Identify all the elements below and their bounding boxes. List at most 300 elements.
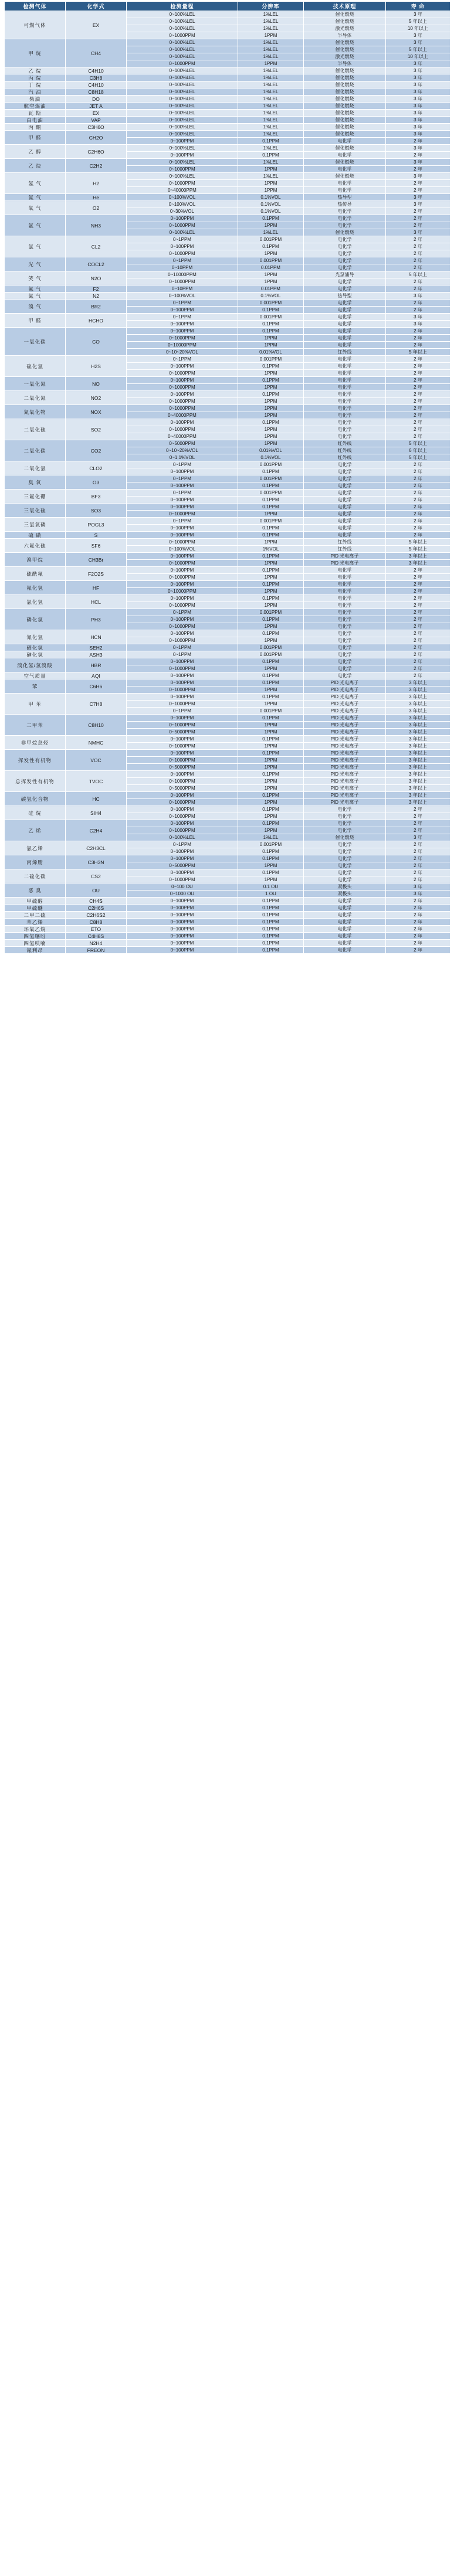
cell-formula: OU (66, 883, 127, 898)
cell-range: 0~100PPM (127, 855, 238, 862)
cell-resolution: 0.1PPM (238, 215, 304, 222)
cell-resolution: 1%LEL (238, 96, 304, 103)
cell-gas-name: 丁 烷 (5, 81, 66, 89)
table-row (5, 609, 450, 616)
cell-life: 3 年 (386, 32, 450, 39)
cell-technology: PID 光电离子 (304, 679, 386, 687)
cell-resolution: 0.1PPM (238, 848, 304, 855)
cell-gas-name: 非甲烷总烃 (5, 736, 66, 750)
cell-life: 2 年 (386, 180, 450, 187)
cell-range: 0~1000PPM (127, 278, 238, 286)
cell-range: 0~1PPM (127, 490, 238, 497)
cell-technology: 电化学 (304, 370, 386, 377)
cell-resolution: 1%LEL (238, 173, 304, 180)
cell-range: 0~5000PPM (127, 862, 238, 869)
cell-gas-name: 甲硫醇 (5, 898, 66, 905)
cell-range: 0~1PPM (127, 518, 238, 525)
table-row (5, 658, 450, 665)
cell-range: 0~100%LEL (127, 89, 238, 96)
cell-formula: CH3Br (66, 553, 127, 567)
cell-formula: NOX (66, 405, 127, 419)
cell-life: 2 年 (386, 933, 450, 940)
cell-gas-name: 丙 酮 (5, 124, 66, 131)
cell-resolution: 1PPM (238, 623, 304, 630)
cell-technology: 电化学 (304, 869, 386, 876)
cell-resolution: 0.001PPM (238, 644, 304, 651)
cell-technology: 电化学 (304, 672, 386, 679)
cell-technology: 电化学 (304, 356, 386, 363)
cell-life: 2 年 (386, 525, 450, 532)
cell-formula: F2 (66, 286, 127, 293)
cell-resolution: 1PPM (238, 187, 304, 194)
cell-life: 3 年 (386, 159, 450, 166)
cell-technology: 电化学 (304, 623, 386, 630)
table-row (5, 771, 450, 778)
table-row (5, 919, 450, 926)
cell-life: 5 年以上 (386, 18, 450, 25)
cell-resolution: 1PPM (238, 180, 304, 187)
table-body (5, 11, 450, 954)
cell-resolution: 0.1PPM (238, 947, 304, 954)
cell-technology: 激光燃烧 (304, 53, 386, 60)
table-row (5, 581, 450, 588)
cell-gas-name: 汽 油 (5, 89, 66, 96)
cell-technology: 催化燃烧 (304, 110, 386, 117)
cell-resolution: 0.1PPM (238, 926, 304, 933)
cell-formula: C2H6S (66, 905, 127, 912)
table-row (5, 11, 450, 18)
cell-life: 2 年 (386, 595, 450, 602)
cell-range: 0~100%LEL (127, 53, 238, 60)
cell-life: 2 年 (386, 475, 450, 482)
table-row (5, 553, 450, 560)
cell-life: 2 年 (386, 813, 450, 820)
cell-life: 2 年 (386, 651, 450, 658)
cell-gas-name: 四氢噻吩 (5, 933, 66, 940)
cell-formula: EX (66, 11, 127, 39)
cell-gas-name: 溴甲烷 (5, 553, 66, 567)
table-row (5, 912, 450, 919)
cell-life: 3 年 (386, 131, 450, 138)
cell-technology: 催化燃烧 (304, 834, 386, 841)
cell-gas-name: 磷化氢 (5, 609, 66, 630)
cell-range: 0~100%LEL (127, 145, 238, 152)
cell-life: 3 年以上 (386, 757, 450, 764)
table-row (5, 293, 450, 300)
cell-resolution: 1PPM (238, 701, 304, 708)
cell-technology: 电化学 (304, 314, 386, 321)
cell-gas-name: 苯乙烯 (5, 919, 66, 926)
table-row (5, 518, 450, 525)
cell-technology: 催化燃烧 (304, 145, 386, 152)
cell-technology: 电化学 (304, 651, 386, 658)
cell-gas-name: 氰化氢 (5, 630, 66, 644)
table-row (5, 356, 450, 363)
cell-technology: 电化学 (304, 461, 386, 468)
cell-technology: 电化学 (304, 933, 386, 940)
cell-gas-name: 瓦 斯 (5, 110, 66, 117)
cell-range: 0~1000PPM (127, 405, 238, 412)
cell-resolution: 1%LEL (238, 110, 304, 117)
cell-resolution: 0.1PPM (238, 532, 304, 539)
cell-formula: DO (66, 96, 127, 103)
cell-technology: 红外线 (304, 349, 386, 356)
cell-technology: 电化学 (304, 947, 386, 954)
cell-technology: 红外线 (304, 546, 386, 553)
cell-formula: C2H4 (66, 820, 127, 841)
cell-life: 2 年 (386, 370, 450, 377)
cell-gas-name: 甲硫醚 (5, 905, 66, 912)
cell-gas-name: 挥发性有机物 (5, 750, 66, 771)
cell-technology: 热导型 (304, 194, 386, 201)
cell-resolution: 0.1PPM (238, 595, 304, 602)
cell-range: 0~1PPM (127, 314, 238, 321)
cell-life: 2 年 (386, 152, 450, 159)
cell-range: 0~100PPM (127, 771, 238, 778)
cell-range: 0~1000PPM (127, 623, 238, 630)
cell-resolution: 0.1PPM (238, 152, 304, 159)
cell-resolution: 0.01%VOL (238, 447, 304, 454)
cell-resolution: 1PPM (238, 764, 304, 771)
cell-life: 2 年 (386, 426, 450, 433)
table-row (5, 475, 450, 482)
cell-resolution: 0.001PPM (238, 257, 304, 264)
cell-formula: HCL (66, 595, 127, 609)
cell-resolution: 0.1PPM (238, 581, 304, 588)
cell-resolution: 0.1 OU (238, 883, 304, 891)
cell-formula: CH4S (66, 898, 127, 905)
cell-resolution: 0.1PPM (238, 869, 304, 876)
cell-gas-name: 氟利昂 (5, 947, 66, 954)
header-range: 检测量程 (127, 2, 238, 11)
cell-technology: PID 光电离子 (304, 694, 386, 701)
cell-technology: 电化学 (304, 525, 386, 532)
cell-gas-name: 乙 炔 (5, 159, 66, 173)
cell-technology: 电化学 (304, 208, 386, 215)
cell-range: 0~1PPM (127, 257, 238, 264)
cell-range: 0~1PPM (127, 708, 238, 715)
cell-life: 2 年 (386, 912, 450, 919)
cell-resolution: 1PPM (238, 743, 304, 750)
cell-resolution: 0.01PPM (238, 264, 304, 271)
cell-formula: C7H8 (66, 694, 127, 715)
cell-range: 0~100PPM (127, 391, 238, 398)
cell-technology: 催化燃烧 (304, 39, 386, 46)
table-row (5, 74, 450, 81)
cell-life: 2 年 (386, 328, 450, 335)
cell-formula: NO (66, 377, 127, 391)
table-row (5, 328, 450, 335)
cell-life: 2 年 (386, 264, 450, 271)
cell-range: 0~10~20%VOL (127, 447, 238, 454)
cell-technology: 电化学 (304, 827, 386, 834)
cell-life: 2 年 (386, 841, 450, 848)
cell-resolution: 1PPM (238, 166, 304, 173)
cell-life: 2 年 (386, 300, 450, 307)
cell-range: 0~1000PPM (127, 743, 238, 750)
cell-gas-name: 甲 苯 (5, 694, 66, 715)
cell-formula: C8H10 (66, 715, 127, 736)
cell-technology: PID 光电离子 (304, 750, 386, 757)
cell-formula: SO3 (66, 504, 127, 518)
cell-life: 2 年 (386, 588, 450, 595)
cell-gas-name: 空气质量 (5, 672, 66, 679)
cell-life: 2 年 (386, 919, 450, 926)
cell-range: 0~100PPM (127, 792, 238, 799)
cell-life: 3 年以上 (386, 729, 450, 736)
cell-formula: CS2 (66, 869, 127, 883)
cell-technology: PID 光电离子 (304, 785, 386, 792)
cell-gas-name: 硅 烷 (5, 806, 66, 820)
cell-range: 0~1PPM (127, 356, 238, 363)
cell-resolution: 1%VOL (238, 546, 304, 553)
cell-formula: C4H10 (66, 67, 127, 74)
cell-life: 2 年 (386, 236, 450, 243)
cell-technology: PID 光电离子 (304, 553, 386, 560)
table-row (5, 201, 450, 208)
cell-technology: PID 光电离子 (304, 701, 386, 708)
cell-technology: 红外线 (304, 454, 386, 461)
cell-life: 3 年 (386, 11, 450, 18)
cell-range: 0~1PPM (127, 644, 238, 651)
cell-range: 0~100PPM (127, 947, 238, 954)
cell-technology: 催化燃烧 (304, 11, 386, 18)
cell-range: 0~100%LEL (127, 25, 238, 32)
cell-life: 2 年 (386, 876, 450, 883)
cell-formula: AQI (66, 672, 127, 679)
cell-formula: BR2 (66, 300, 127, 314)
cell-resolution: 0.001PPM (238, 490, 304, 497)
cell-range: 0~1000PPM (127, 560, 238, 567)
cell-technology: 催化燃烧 (304, 131, 386, 138)
cell-life: 3 年 (386, 67, 450, 74)
cell-life: 3 年 (386, 74, 450, 81)
cell-life: 3 年以上 (386, 750, 450, 757)
cell-resolution: 0.1PPM (238, 377, 304, 384)
cell-formula: C4H10 (66, 81, 127, 89)
cell-gas-name: 六氟化硫 (5, 539, 66, 553)
cell-range: 0~100%LEL (127, 110, 238, 117)
cell-technology: 催化燃烧 (304, 18, 386, 25)
cell-life: 2 年 (386, 574, 450, 581)
cell-formula: C2H3CL (66, 841, 127, 855)
cell-resolution: 1PPM (238, 876, 304, 883)
cell-resolution: 1%LEL (238, 145, 304, 152)
cell-range: 0~100%LEL (127, 173, 238, 180)
cell-range: 0~5000PPM (127, 785, 238, 792)
cell-life: 2 年 (386, 947, 450, 954)
table-row (5, 883, 450, 891)
table-row (5, 131, 450, 138)
cell-resolution: 0.1%VOL (238, 201, 304, 208)
cell-life: 2 年 (386, 363, 450, 370)
cell-formula: C3H6O (66, 124, 127, 131)
cell-technology: 电化学 (304, 665, 386, 672)
cell-resolution: 0.1PPM (238, 771, 304, 778)
table-row (5, 286, 450, 293)
cell-range: 0~1000PPM (127, 511, 238, 518)
cell-range: 0~100%LEL (127, 96, 238, 103)
cell-life: 2 年 (386, 433, 450, 440)
cell-life: 3 年 (386, 891, 450, 898)
cell-technology: 电化学 (304, 595, 386, 602)
cell-technology: 电化学 (304, 363, 386, 370)
cell-range: 0~1000 OU (127, 891, 238, 898)
cell-life: 3 年以上 (386, 764, 450, 771)
cell-formula: C2H6O (66, 145, 127, 159)
cell-range: 0~100PPM (127, 672, 238, 679)
cell-resolution: 1PPM (238, 384, 304, 391)
cell-life: 2 年 (386, 187, 450, 194)
cell-technology: 电化学 (304, 518, 386, 525)
cell-range: 0~10000PPM (127, 588, 238, 595)
cell-range: 0~100%LEL (127, 834, 238, 841)
cell-range: 0~100PPM (127, 243, 238, 250)
cell-range: 0~1PPM (127, 609, 238, 616)
cell-formula: CO2 (66, 440, 127, 461)
cell-technology: 电化学 (304, 152, 386, 159)
cell-life: 2 年 (386, 391, 450, 398)
cell-resolution: 0.001PPM (238, 300, 304, 307)
cell-technology: PID 光电离子 (304, 799, 386, 806)
cell-range: 0~100PPM (127, 715, 238, 722)
cell-life: 2 年 (386, 243, 450, 250)
cell-resolution: 1%LEL (238, 46, 304, 53)
cell-resolution: 1PPM (238, 729, 304, 736)
cell-life: 2 年 (386, 461, 450, 468)
cell-life: 2 年 (386, 342, 450, 349)
cell-range: 0~100PPM (127, 898, 238, 905)
cell-technology: 电化学 (304, 482, 386, 490)
cell-range: 0~1000PPM (127, 384, 238, 391)
cell-technology: 电化学 (304, 342, 386, 349)
table-row (5, 841, 450, 848)
cell-gas-name: 乙 烷 (5, 67, 66, 74)
cell-gas-name: 甲 醛 (5, 131, 66, 145)
cell-technology: 电化学 (304, 919, 386, 926)
cell-life: 2 年 (386, 222, 450, 229)
cell-range: 0~100%LEL (127, 159, 238, 166)
cell-life: 2 年 (386, 250, 450, 257)
cell-range: 0~100%VOL (127, 546, 238, 553)
cell-gas-name: 氮氧化物 (5, 405, 66, 419)
cell-life: 3 年 (386, 194, 450, 201)
cell-range: 0~100PPM (127, 321, 238, 328)
cell-life: 2 年 (386, 623, 450, 630)
cell-life: 3 年以上 (386, 799, 450, 806)
cell-life: 2 年 (386, 637, 450, 644)
cell-range: 0~1000PPM (127, 60, 238, 67)
cell-technology: 半导体 (304, 32, 386, 39)
cell-resolution: 0.01%VOL (238, 349, 304, 356)
cell-life: 2 年 (386, 820, 450, 827)
table-row (5, 532, 450, 539)
cell-range: 0~5000PPM (127, 440, 238, 447)
cell-gas-name: 氨 气 (5, 215, 66, 236)
table-row (5, 750, 450, 757)
cell-technology: 电化学 (304, 820, 386, 827)
cell-gas-name: 三氟化硼 (5, 490, 66, 504)
cell-range: 0~10~20%VOL (127, 349, 238, 356)
cell-technology: 电化学 (304, 637, 386, 644)
table-row (5, 905, 450, 912)
cell-life: 5 年以上 (386, 271, 450, 278)
cell-technology: 催化燃烧 (304, 117, 386, 124)
cell-range: 0~100%LEL (127, 124, 238, 131)
cell-formula: C3H8 (66, 74, 127, 81)
table-row (5, 124, 450, 131)
cell-resolution: 0.1PPM (238, 658, 304, 665)
cell-range: 0~1000PPM (127, 32, 238, 39)
cell-resolution: 1%LEL (238, 834, 304, 841)
cell-resolution: 0.1PPM (238, 504, 304, 511)
cell-resolution: 1%LEL (238, 81, 304, 89)
cell-gas-name: 柴油 (5, 96, 66, 103)
cell-life: 3 年 (386, 834, 450, 841)
cell-range: 0~100%LEL (127, 103, 238, 110)
cell-resolution: 0.1PPM (238, 321, 304, 328)
cell-life: 2 年 (386, 581, 450, 588)
cell-gas-name: 碳氢化合物 (5, 792, 66, 806)
cell-technology: 电化学 (304, 504, 386, 511)
cell-formula: CLO2 (66, 461, 127, 475)
cell-life: 3 年以上 (386, 708, 450, 715)
cell-gas-name: 氯乙烯 (5, 841, 66, 855)
cell-technology: 电化学 (304, 567, 386, 574)
table-row (5, 539, 450, 546)
cell-technology: 电化学 (304, 138, 386, 145)
cell-technology: 电化学 (304, 609, 386, 616)
cell-life: 3 年 (386, 201, 450, 208)
cell-range: 0~10000PPM (127, 342, 238, 349)
cell-range: 0~5000PPM (127, 764, 238, 771)
cell-range: 0~100PPM (127, 553, 238, 560)
cell-resolution: 0.1PPM (238, 468, 304, 475)
table-row (5, 257, 450, 264)
cell-gas-name: 溴 气 (5, 300, 66, 314)
cell-formula: CH4 (66, 39, 127, 67)
cell-resolution: 0.1PPM (238, 391, 304, 398)
cell-resolution: 1PPM (238, 511, 304, 518)
cell-range: 0~100%LEL (127, 46, 238, 53)
cell-range: 0~100PPM (127, 581, 238, 588)
cell-gas-name: 丙烯腈 (5, 855, 66, 869)
cell-range: 0~100PPM (127, 504, 238, 511)
cell-life: 2 年 (386, 616, 450, 623)
cell-formula: JET A (66, 103, 127, 110)
cell-range: 0~10PPM (127, 286, 238, 293)
cell-resolution: 1PPM (238, 637, 304, 644)
cell-range: 0~100PPM (127, 679, 238, 687)
cell-resolution: 0.1PPM (238, 820, 304, 827)
cell-range: 0~100PPM (127, 848, 238, 855)
cell-resolution: 0.001PPM (238, 708, 304, 715)
cell-range: 0~100PPM (127, 933, 238, 940)
table-row (5, 39, 450, 46)
cell-life: 2 年 (386, 215, 450, 222)
cell-resolution: 0.1PPM (238, 750, 304, 757)
cell-gas-name: 环氧乙烷 (5, 926, 66, 933)
cell-range: 0~1000PPM (127, 757, 238, 764)
cell-resolution: 1PPM (238, 778, 304, 785)
cell-gas-name: 氟 气 (5, 286, 66, 293)
cell-life: 3 年以上 (386, 771, 450, 778)
cell-formula: CO (66, 328, 127, 356)
cell-life: 2 年 (386, 504, 450, 511)
table-row (5, 898, 450, 905)
cell-gas-name: 三氯氧磷 (5, 518, 66, 532)
cell-range: 0~1000PPM (127, 701, 238, 708)
